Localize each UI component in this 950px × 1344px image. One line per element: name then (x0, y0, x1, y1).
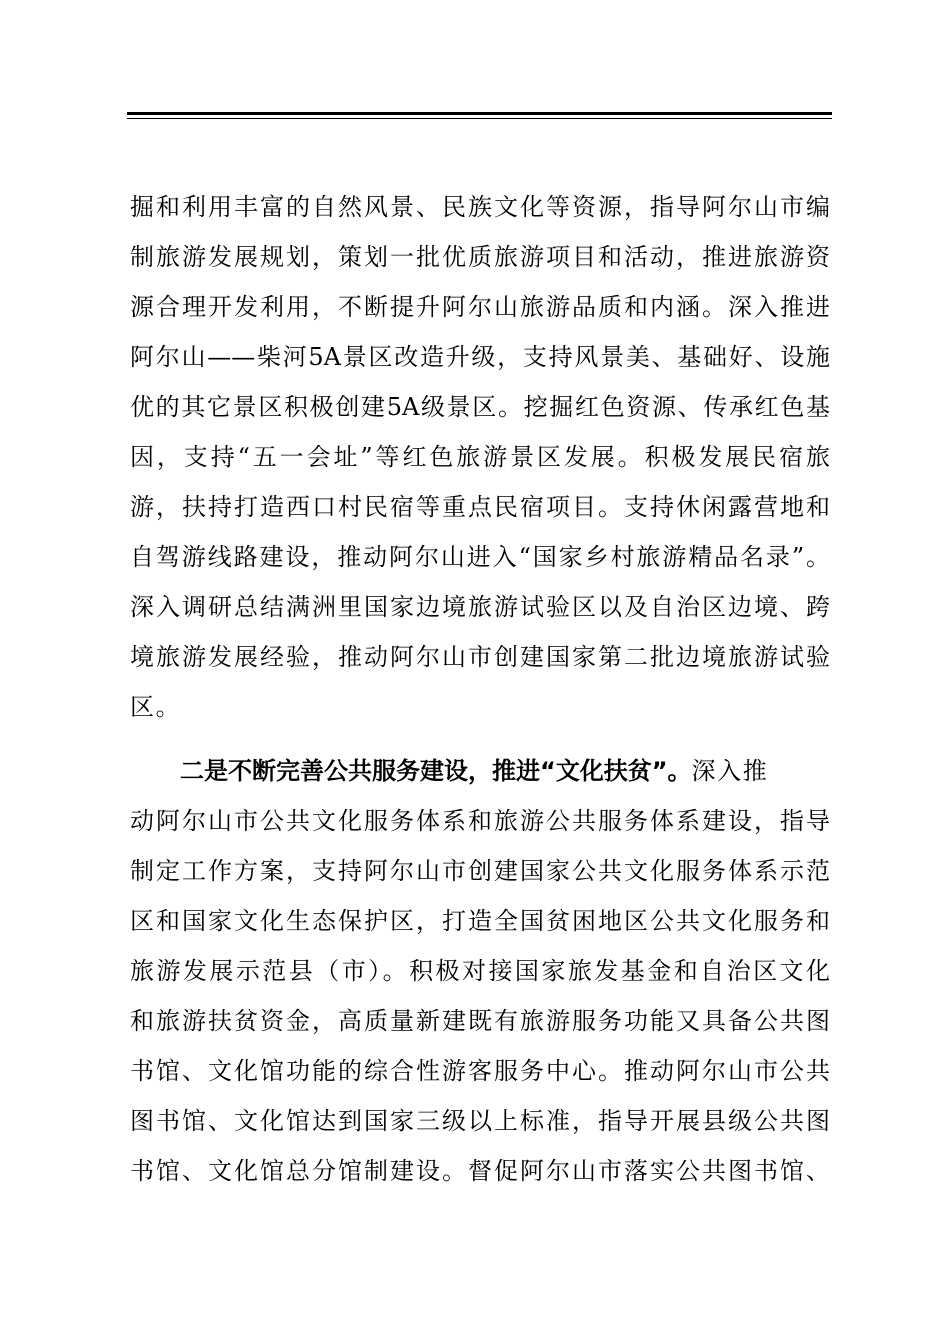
text-line: 优的其它景区积极创建5A级景区。挖掘红色资源、传承红色基 (130, 393, 830, 421)
text-line: 区和国家文化生态保护区，打造全国贫困地区公共文化服务和 (130, 907, 830, 935)
text-line: 制旅游发展规划，策划一批优质旅游项目和活动，推进旅游资 (130, 243, 830, 271)
text-line: 书馆、文化馆功能的综合性游客服务中心。推动阿尔山市公共 (130, 1057, 830, 1085)
text-line: 制定工作方案，支持阿尔山市创建国家公共文化服务体系示范 (130, 857, 830, 885)
text-line: 阿尔山——柴河5A景区改造升级，支持风景美、基础好、设施 (130, 343, 830, 371)
text-line: 深入调研总结满洲里国家边境旅游试验区以及自治区边境、跨 (130, 593, 830, 621)
header-rule-thin (127, 118, 832, 119)
text-line: 自驾游线路建设，推动阿尔山进入“国家乡村旅游精品名录”。 (130, 543, 830, 571)
header-rule-thick (127, 112, 832, 115)
paragraph-heading: 二是不断完善公共服务建设，推进“文化扶贫”。 (180, 757, 692, 785)
paragraph-gap (130, 732, 830, 746)
paragraph-2-first-line (130, 746, 830, 796)
text-line: 游，扶持打造西口村民宿等重点民宿项目。支持休闲露营地和 (130, 493, 830, 521)
text-line-last: 区。 (130, 693, 182, 721)
paragraph-1 (130, 182, 830, 732)
text-line: 书馆、文化馆总分馆制建设。督促阿尔山市落实公共图书馆、 (130, 1157, 830, 1185)
paragraph-2 (130, 746, 830, 1196)
text-line: 图书馆、文化馆达到国家三级以上标准，指导开展县级公共图 (130, 1107, 830, 1135)
heading-continuation: 深入推 (691, 757, 769, 785)
document-body (130, 182, 830, 1196)
text-line: 因，支持“五一会址”等红色旅游景区发展。积极发展民宿旅 (130, 443, 830, 471)
text-line: 境旅游发展经验，推动阿尔山市创建国家第二批边境旅游试验 (130, 643, 830, 671)
text-line: 动阿尔山市公共文化服务体系和旅游公共服务体系建设，指导 (130, 807, 830, 835)
text-line: 和旅游扶贫资金，高质量新建既有旅游服务功能又具备公共图 (130, 1007, 830, 1035)
text-line: 源合理开发利用，不断提升阿尔山旅游品质和内涵。深入推进 (130, 293, 830, 321)
text-line: 掘和利用丰富的自然风景、民族文化等资源，指导阿尔山市编 (130, 193, 830, 221)
text-line: 旅游发展示范县（市）。积极对接国家旅发基金和自治区文化 (130, 957, 830, 985)
